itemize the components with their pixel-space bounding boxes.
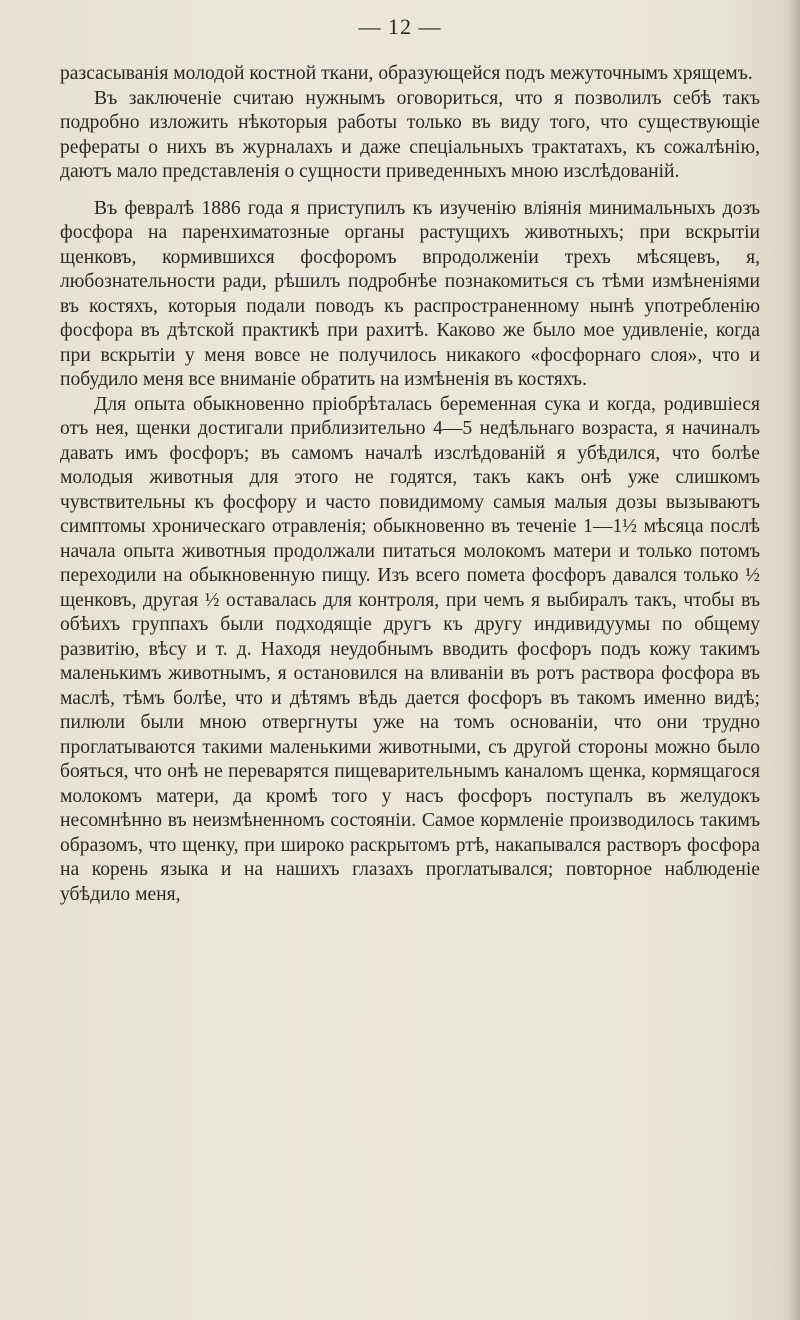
page-edge-shadow [786, 0, 800, 1320]
page-text [60, 62, 760, 907]
paragraph-conclusion: Въ заключеніе считаю нужнымъ оговориться, что я позволилъ себѣ такъ подробно изложить нѣкоторыя работы только въ виду того, что существующіе рефераты о нихъ въ журналахъ и даже спеціальныхъ трактатахъ, къ сожалѣнію, даютъ мало представленія о сущности приведенныхъ мною изслѣдованій. [60, 87, 760, 182]
page-number: — 12 — [358, 14, 442, 39]
paragraph-february-1886: Въ февралѣ 1886 года я приступилъ къ изученію вліянія минимальныхъ дозъ фосфора на паренхиматозные органы растущихъ животныхъ; при вскрытіи щенковъ, кормившихся фосфоромъ впродолженіи трехъ мѣсяцевъ, я, любознательности ради, рѣшилъ подробнѣе познакомиться съ тѣми измѣненіями въ костяхъ, которыя подали поводъ къ распространенному нынѣ употребленію фосфора въ дѣтской практикѣ при рахитѣ. Каково же было мое удивленіе, когда при вскрытіи у меня вовсе не получилось никакого «фосфорнаго слоя», что и побудило меня все вниманіе обратить на измѣненія въ костяхъ. [60, 197, 760, 390]
paragraph-experiment-method: Для опыта обыкновенно пріобрѣталась беременная сука и когда, родившіеся отъ нея, щенки достигали приблизительно 4—5 недѣльнаго возраста, я начиналъ давать имъ фосфоръ; въ самомъ началѣ изслѣдованій я убѣдился, что болѣе молодыя животныя для этого не годятся, такъ какъ онѣ уже слишкомъ чувствительны къ фосфору и часто повидимому самыя малыя дозы вызываютъ симптомы хроническаго отравленія; обыкновенно въ теченіе 1—1½ мѣсяца послѣ начала опыта животныя продолжали питаться молокомъ матери и только потомъ переходили на обыкновенную пищу. Изъ всего помета фосфоръ давался только ½ щенковъ, другая ½ оставалась для контроля, при чемъ я выбиралъ такъ, чтобы въ обѣихъ группахъ были подходящіе другъ къ другу индивидуумы по общему развитію, вѣсу и т. д. Находя неудобнымъ вводить фосфоръ подъ кожу такимъ маленькимъ животнымъ, я остановился на вливаніи въ ротъ раствора фосфора въ маслѣ, тѣмъ болѣе, что и дѣтямъ вѣдь дается фосфоръ въ такомъ именно видѣ; пилюли были мною отвергнуты уже на томъ основаніи, что они трудно проглатываются такими маленькими животными, съ другой стороны можно было бояться, что онѣ не переварятся пищеварительнымъ каналомъ щенка, кормящагося молокомъ матери, да кромѣ того у насъ фосфоръ поступалъ въ желудокъ несомнѣнно въ неизмѣненномъ состояніи. Самое кормленіе производилось такимъ образомъ, что щенку, при широко раскрытомъ ртѣ, накапывался растворъ фосфора на корень языка и на нашихъ глазахъ проглатывался; повторное наблюденіе убѣдило меня, [60, 393, 760, 905]
paragraph-continuation: разсасыванія молодой костной ткани, образующейся подъ межуточнымъ хрящемъ. [60, 63, 753, 84]
